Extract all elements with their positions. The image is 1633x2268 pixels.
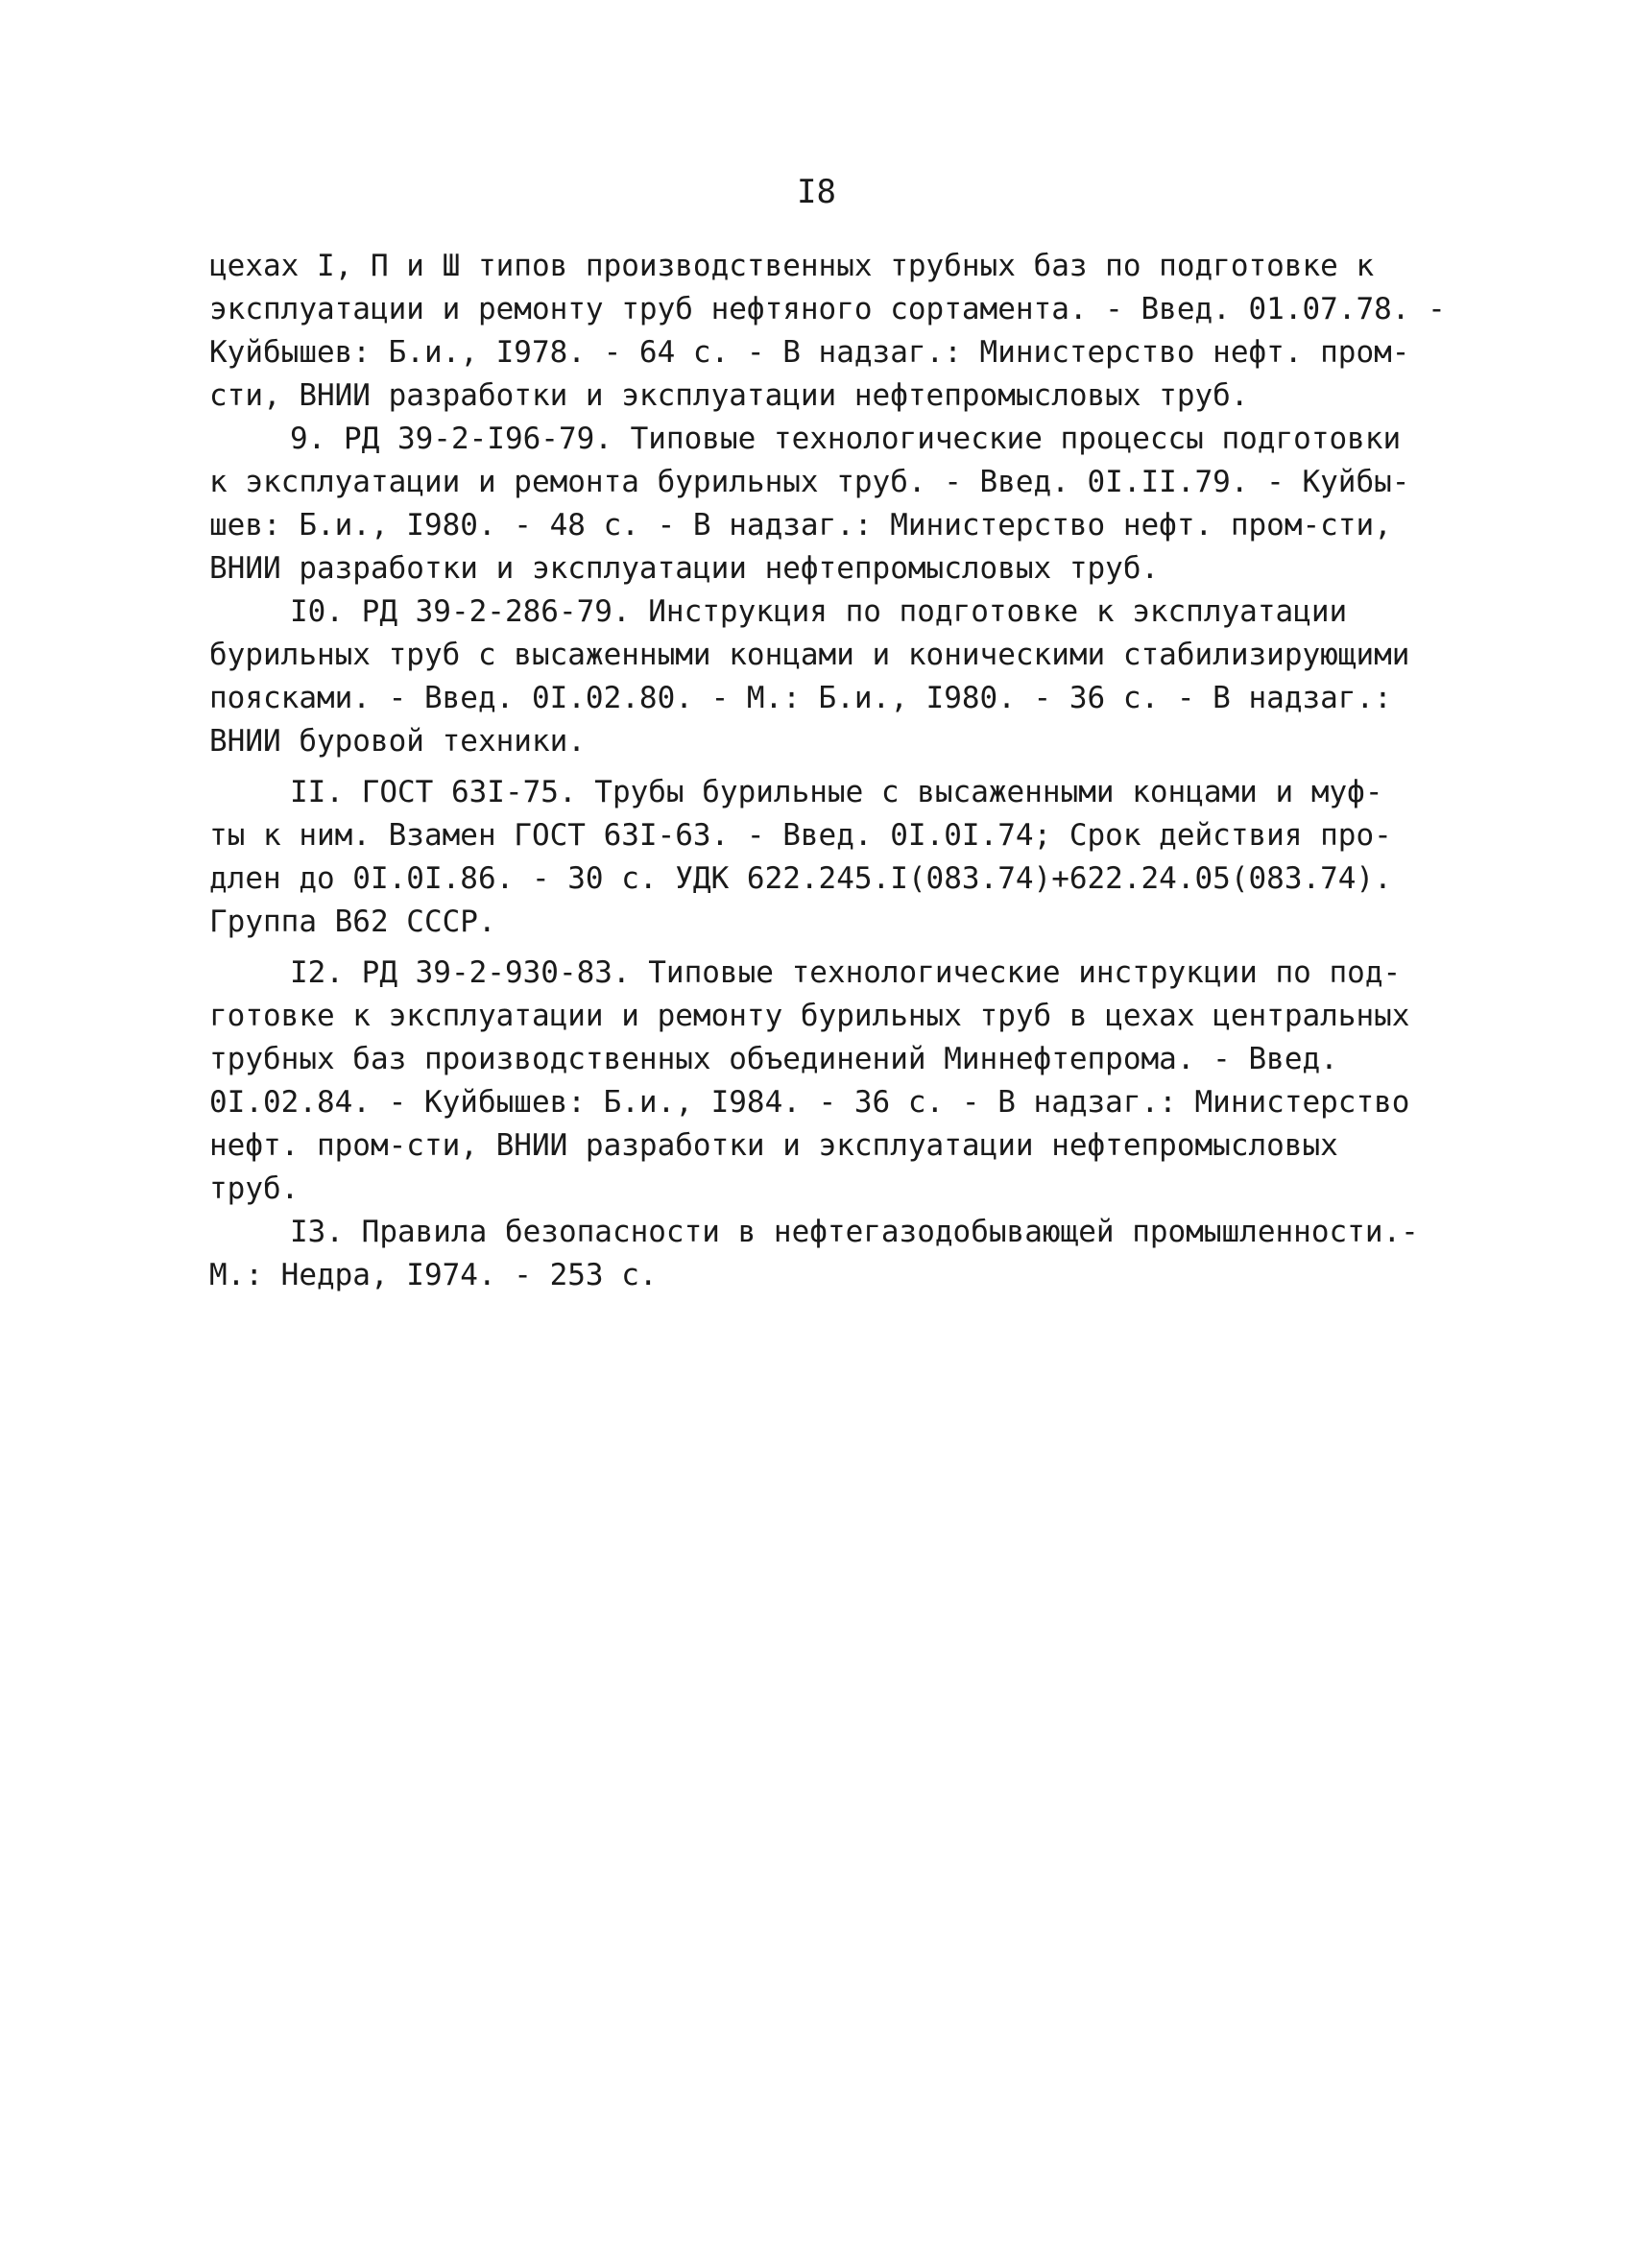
reference-9: [209, 418, 1448, 591]
text-line: шев: Б.и., I980. - 48 с. - В надзаг.: Министерство нефт. пром-сти,: [209, 508, 1392, 543]
text-line: сти, ВНИИ разработки и эксплуатации нефтепромысловых труб.: [209, 378, 1249, 413]
text-line: М.: Недра, I974. - 253 с.: [209, 1258, 658, 1292]
page-number: I8: [797, 173, 836, 211]
text-line: эксплуатации и ремонту труб нефтяного сортамента. - Введ. 01.07.78. -: [209, 292, 1446, 326]
text-line: ВНИИ разработки и эксплуатации нефтепромысловых труб.: [209, 551, 1160, 586]
text-line: I0. РД 39-2-286-79. Инструкция по подготовке к эксплуатации: [290, 594, 1348, 629]
text-line: к эксплуатации и ремонта бурильных труб. - Введ. 0I.II.79. - Куйбы-: [209, 465, 1410, 499]
text-line: нефт. пром-сти, ВНИИ разработки и эксплуатации нефтепромысловых: [209, 1128, 1338, 1163]
text-line: ты к ним. Взамен ГОСТ 63I-63. - Введ. 0I.0I.74; Срок действия про-: [209, 818, 1392, 853]
text-line: 0I.02.84. - Куйбышев: Б.и., I984. - 36 с. - В надзаг.: Министерство: [209, 1085, 1410, 1120]
text-line: I2. РД 39-2-930-83. Типовые технологические инструкции по под-: [290, 955, 1402, 990]
text-line: готовке к эксплуатации и ремонту бурильных труб в цехах центральных: [209, 999, 1410, 1033]
text-line: длен до 0I.0I.86. - 30 с. УДК 622.245.I(083.74)+622.24.05(083.74).: [209, 861, 1392, 896]
reference-10: [209, 591, 1448, 763]
reference-11: [209, 771, 1448, 944]
text-line: II. ГОСТ 63I-75. Трубы бурильные с высаженными концами и муф-: [290, 775, 1383, 809]
reference-8-continuation: [209, 245, 1448, 418]
text-line: поясками. - Введ. 0I.02.80. - М.: Б.и., I980. - 36 с. - В надзаг.:: [209, 681, 1392, 715]
text-line: цехах I, П и Ш типов производственных трубных баз по подготовке к: [209, 249, 1375, 283]
text-line: I3. Правила безопасности в нефтегазодобывающей промышленности.-: [290, 1215, 1419, 1249]
text-line: ВНИИ буровой техники.: [209, 724, 586, 759]
text-line: бурильных труб с высаженными концами и коническими стабилизирующими: [209, 638, 1410, 672]
text-line: Куйбышев: Б.и., I978. - 64 с. - В надзаг.: Министерство нефт. пром-: [209, 335, 1410, 370]
reference-list: [209, 245, 1448, 1297]
text-line: труб.: [209, 1171, 300, 1206]
reference-12: [209, 952, 1448, 1211]
reference-13: [209, 1211, 1448, 1297]
text-line: 9. РД 39-2-I96-79. Типовые технологические процессы подготовки: [290, 422, 1402, 456]
text-line: Группа В62 СССР.: [209, 905, 496, 939]
text-line: трубных баз производственных объединений Миннефтепрома. - Введ.: [209, 1042, 1338, 1076]
